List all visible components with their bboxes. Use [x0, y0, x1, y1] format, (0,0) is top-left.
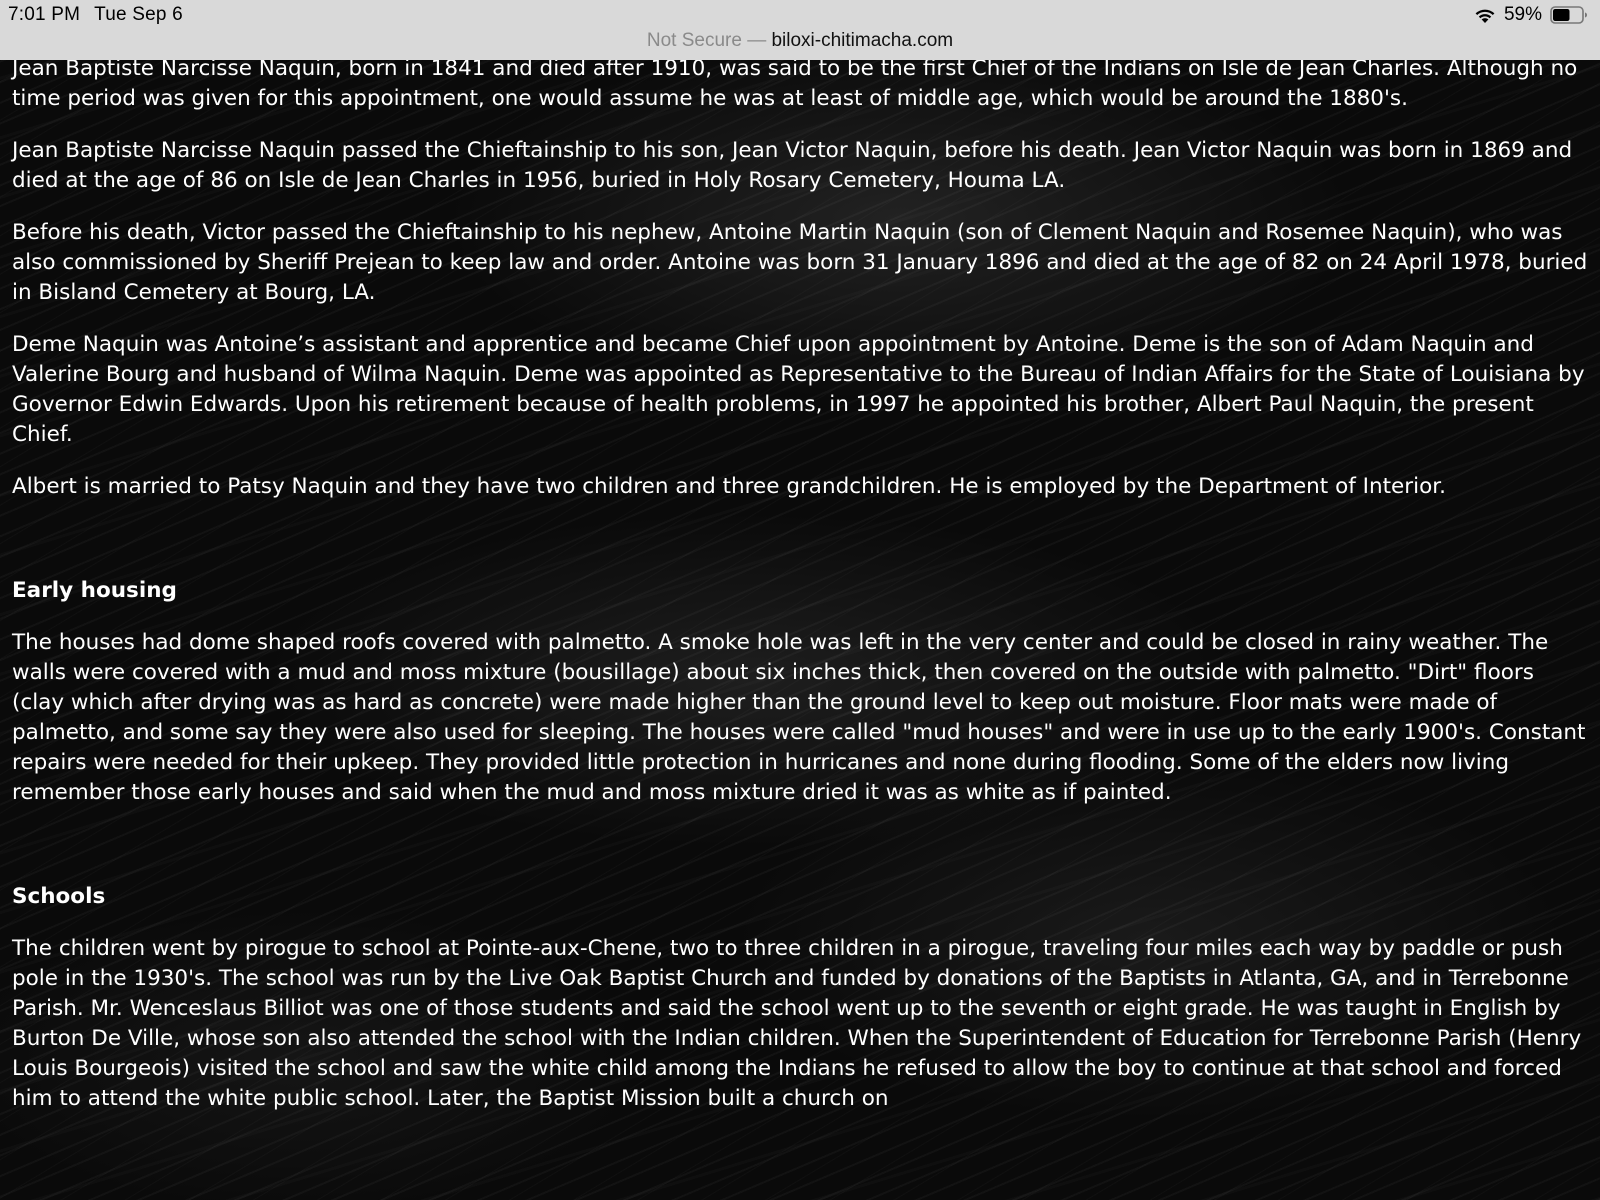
heading-early-housing: Early housing: [12, 578, 177, 603]
battery-icon: [1550, 6, 1588, 24]
heading-schools: Schools: [12, 884, 106, 909]
browser-top-bar: [0, 0, 1600, 60]
wifi-icon: [1474, 7, 1496, 24]
status-date: Tue Sep 6: [94, 4, 183, 25]
section-spacer: [12, 524, 1592, 576]
article-body: [12, 60, 1592, 1136]
battery-percent: 59%: [1503, 4, 1542, 25]
status-time: 7:01 PM: [8, 4, 81, 25]
security-label: Not Secure: [646, 30, 742, 51]
paragraph-schools: The children went by pirogue to school at Pointe-aux-Chene, two to three children in a pirogue, traveling four miles each way by paddle or push pole in the 1930's. The school was run by the Live Oak Baptist Church and funded by donations of the Baptists in Atlanta, GA, and in Terrebonne Parish. Mr. Wenceslaus Billiot was one of those students and said the school went up to the seventh or eight grade. He was taught in English by Burton De Ville, whose son also attended the school with the Indian children. When the Superintendent of Education for Terrebonne Parish (Henry Louis Bourgeois) visited the school and saw the white child among the Indians he refused to allow the boy to continue at that school and forced him to attend the white public school. Later, the Baptist Mission built a church on: [12, 936, 1582, 1111]
paragraph-early-housing: The houses had dome shaped roofs covered with palmetto. A smoke hole was left in the very center and could be closed in rainy weather. The walls were covered with a mud and moss mixture (bousillage) about six inches thick, then covered on the outside with palmetto. "Dirt" floors (clay which after drying was as hard as concrete) were made higher than the ground level to keep out moisture. Floor mats were made of palmetto, and some say they were also used for sleeping. The houses were called "mud houses" and were in use up to the early 1900's. Constant repairs were needed for their upkeep. They provided little protection in hurricanes and none during flooding. Some of the elders now living remember those early houses and said when the mud and moss mixture dried it was as white as if painted.: [12, 630, 1586, 805]
address-separator: —: [747, 30, 767, 51]
page-background: [0, 60, 1600, 1200]
section-spacer: [12, 830, 1592, 882]
battery-fill: [1553, 9, 1570, 21]
status-indicators: [1474, 4, 1588, 26]
paragraph-deme-naquin: Deme Naquin was Antoine’s assistant and apprentice and became Chief upon appointment by Antoine. Deme is the son of Adam Naquin and Valerine Bourg and husband of Wilma Naquin. Deme was appointed as Representative to the Bureau of Indian Affairs for the State of Louisiana by Governor Edwin Edwards. Upon his retirement because of health problems, in 1997 he appointed his brother, Albert Paul Naquin, the present Chief.: [12, 332, 1585, 447]
paragraph-albert-naquin: Albert is married to Patsy Naquin and they have two children and three grandchildren. He is employed by the Department of Interior.: [12, 474, 1446, 499]
address-domain: biloxi-chitimacha.com: [771, 30, 954, 51]
address-bar[interactable]: [0, 30, 1600, 52]
status-clock: [8, 4, 183, 26]
paragraph-antoine-naquin: Before his death, Victor passed the Chieftainship to his nephew, Antoine Martin Naquin (son of Clement Naquin and Rosemee Naquin), who was also commissioned by Sheriff Prejean to keep law and order. Antoine was born 31 January 1896 and died at the age of 82 on 24 April 1978, buried in Bisland Cemetery at Bourg, LA.: [12, 220, 1588, 305]
paragraph-victor-naquin: Jean Baptiste Narcisse Naquin passed the Chieftainship to his son, Jean Victor Naquin, before his death. Jean Victor Naquin was born in 1869 and died at the age of 86 on Isle de Jean Charles in 1956, buried in Holy Rosary Cemetery, Houma LA.: [12, 138, 1573, 193]
paragraph-first-chief: Jean Baptiste Narcisse Naquin, born in 1841 and died after 1910, was said to be the first Chief of the Indians on Isle de Jean Charles. Although no time period was given for this appointment, one would assume he was at least of middle age, which would be around the 1880's.: [12, 60, 1578, 111]
